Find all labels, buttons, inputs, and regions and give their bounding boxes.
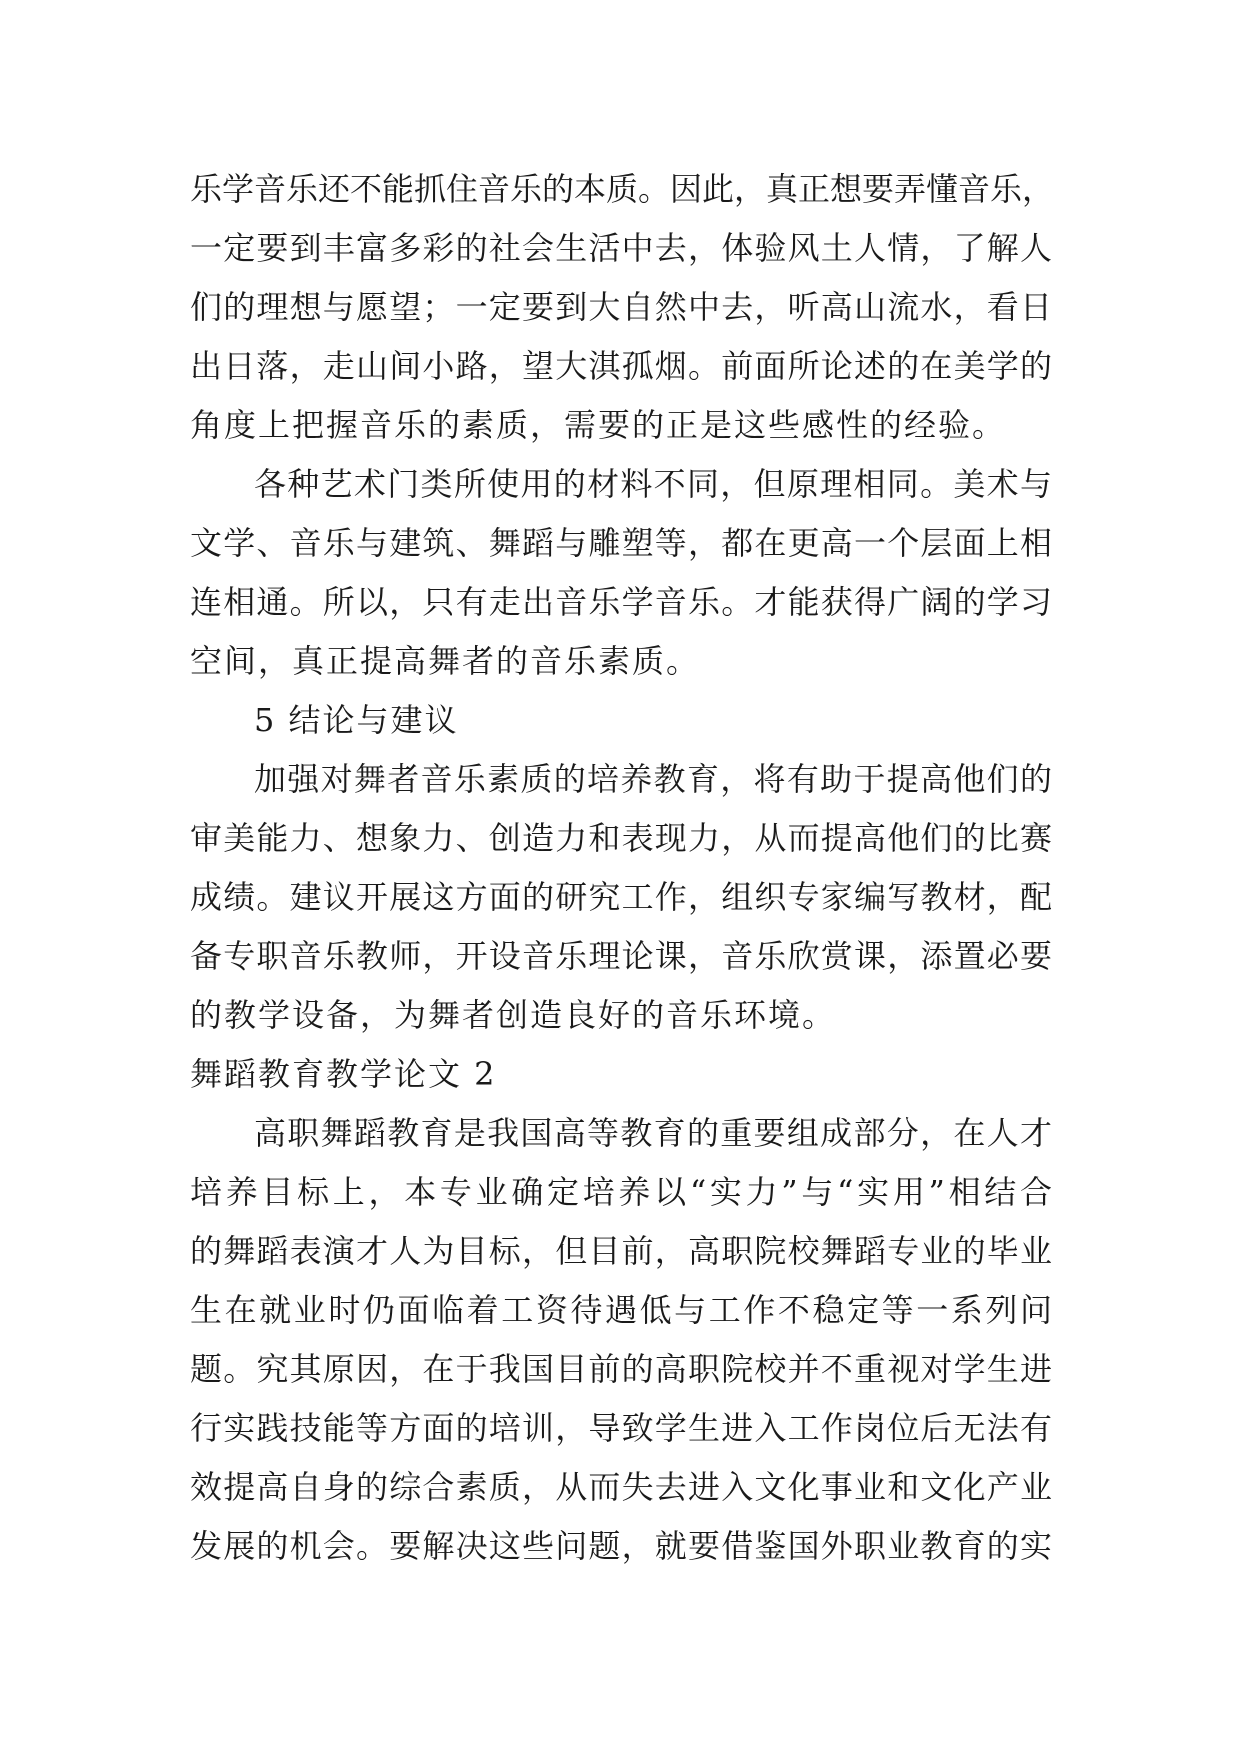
text-line: 连相通。所以，只有走出音乐学音乐。才能获得广阔的学习 bbox=[190, 583, 1052, 621]
text-line: 文学、音乐与建筑、舞蹈与雕塑等，都在更高一个层面上相 bbox=[190, 524, 1052, 562]
text-line: 出日落，走山间小路，望大淇孤烟。前面所论述的在美学的 bbox=[190, 347, 1052, 385]
text-line: 们的理想与愿望；一定要到大自然中去，听高山流水，看日 bbox=[190, 288, 1052, 326]
text-line: 角度上把握音乐的素质，需要的正是这些感性的经验。 bbox=[190, 406, 1007, 444]
text-line: 的教学设备，为舞者创造良好的音乐环境。 bbox=[190, 996, 837, 1034]
text-line: 备专职音乐教师，开设音乐理论课，音乐欣赏课，添置必要 bbox=[190, 937, 1052, 975]
text-line: 的舞蹈表演才人为目标，但目前，高职院校舞蹈专业的毕业 bbox=[190, 1232, 1052, 1270]
text-line: 生在就业时仍面临着工资待遇低与工作不稳定等一系列问 bbox=[190, 1291, 1052, 1329]
text-line: 培养目标上，本专业确定培养以“实力”与“实用”相结合 bbox=[190, 1173, 1052, 1211]
text-line: 发展的机会。要解决这些问题，就要借鉴国外职业教育的实 bbox=[190, 1527, 1052, 1565]
text-line: 行实践技能等方面的培训，导致学生进入工作岗位后无法有 bbox=[190, 1409, 1052, 1447]
section-heading: 5 结论与建议 bbox=[254, 701, 459, 739]
paragraph-first-line: 各种艺术门类所使用的材料不同，但原理相同。美术与 bbox=[254, 465, 1052, 503]
text-line: 空间，真正提高舞者的音乐素质。 bbox=[190, 642, 701, 680]
body-text bbox=[190, 160, 1055, 1576]
article-title: 舞蹈教育教学论文 2 bbox=[190, 1055, 497, 1093]
text-line: 乐学音乐还不能抓住音乐的本质。因此，真正想要弄懂音乐， bbox=[190, 170, 1055, 208]
text-line: 审美能力、想象力、创造力和表现力，从而提高他们的比赛 bbox=[190, 819, 1052, 857]
paragraph-first-line: 加强对舞者音乐素质的培养教育，将有助于提高他们的 bbox=[254, 760, 1052, 798]
text-line: 题。究其原因，在于我国目前的高职院校并不重视对学生进 bbox=[190, 1350, 1052, 1388]
text-line: 效提高自身的综合素质，从而失去进入文化事业和文化产业 bbox=[190, 1468, 1052, 1506]
text-line: 成绩。建议开展这方面的研究工作，组织专家编写教材，配 bbox=[190, 878, 1052, 916]
paragraph-first-line: 高职舞蹈教育是我国高等教育的重要组成部分，在人才 bbox=[254, 1114, 1052, 1152]
text-line: 一定要到丰富多彩的社会生活中去，体验风土人情，了解人 bbox=[190, 229, 1052, 267]
